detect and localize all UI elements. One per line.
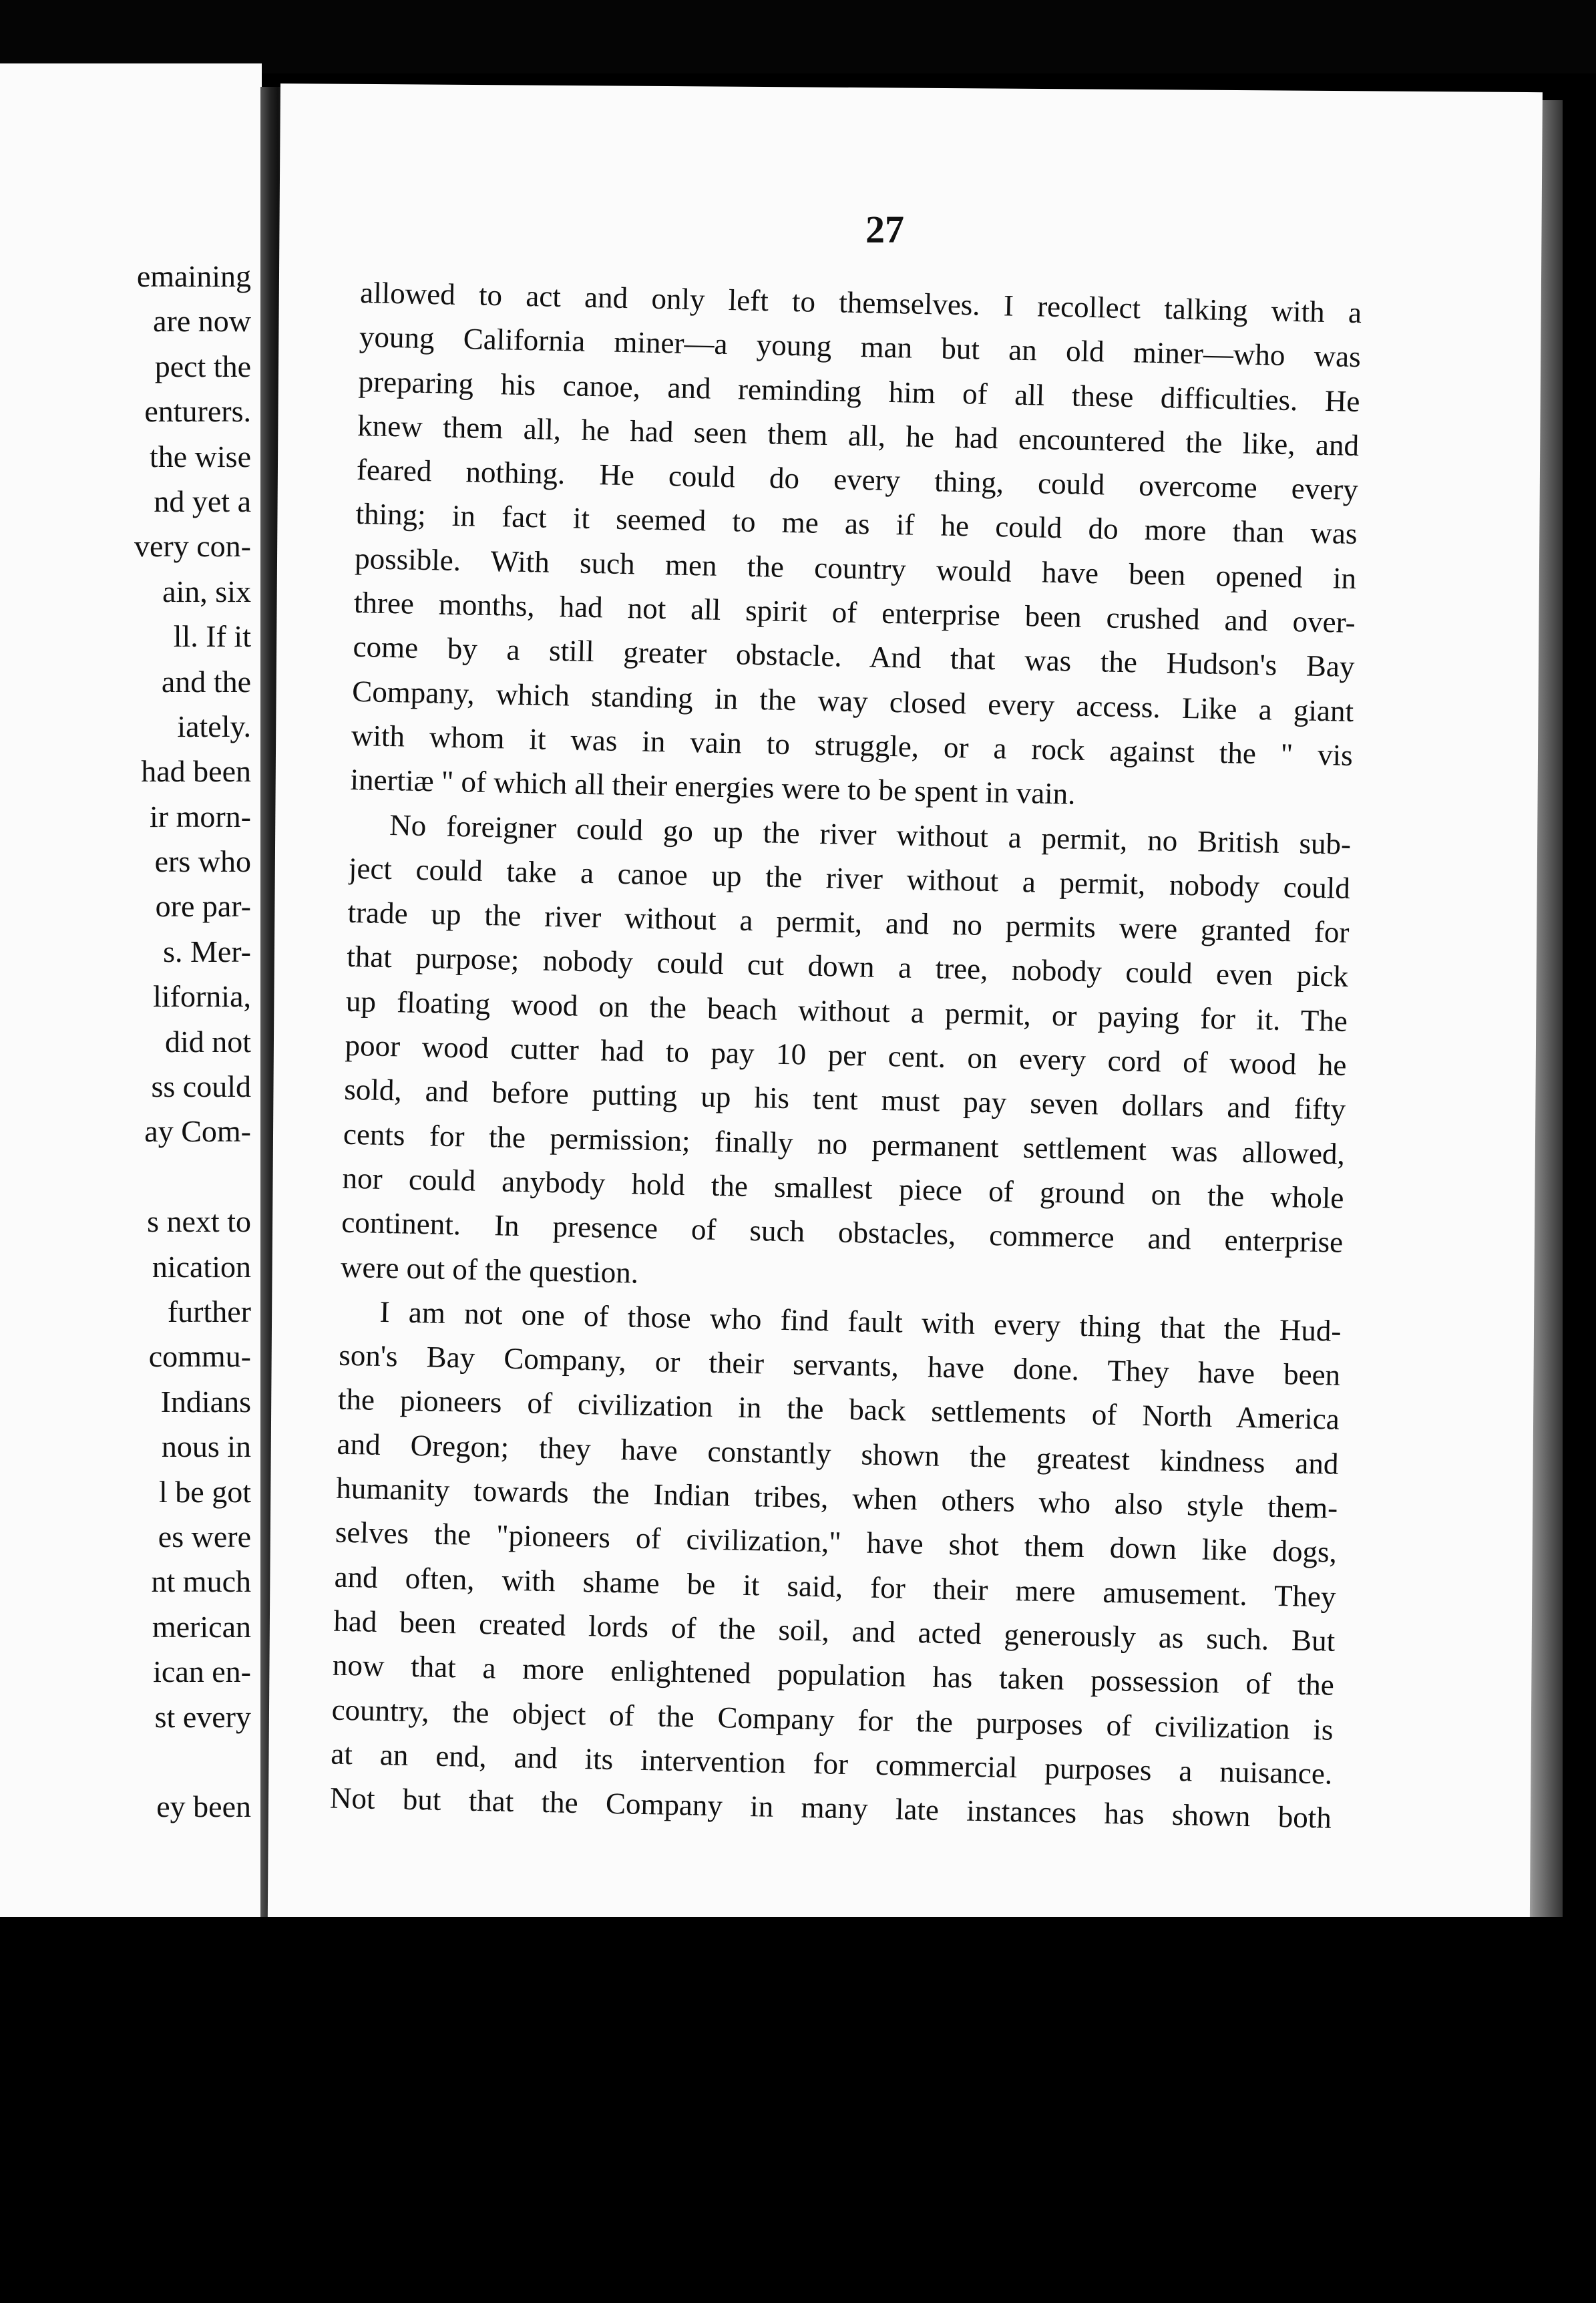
text-line: possible. With such men the country would have been opened in [354,541,1357,595]
text-line: I am not one of those who find fault with every thing that the Hud- [379,1294,1342,1348]
text-line: trade up the river without a permit, and no permits were granted for [347,895,1350,950]
left-page-line: st every [154,1699,251,1734]
text-line: ject could take a canoe up the river without a permit, nobody could [348,851,1351,905]
left-page-line: nous in [161,1429,251,1464]
text-line: had been created lords of the soil, and acted generously as such. But [333,1604,1336,1658]
text-line: young California miner—a young man but an old miner—who was [359,320,1362,374]
left-page-line: Indians [160,1384,251,1419]
text-line: nor could anybody hold the smallest piece of ground on the whole [342,1161,1344,1215]
left-page-line: ican en- [153,1654,251,1689]
left-page-line: further [167,1294,251,1328]
left-page-line: es were [158,1519,251,1554]
left-page-line: pect the [154,349,251,383]
left-page-line: iately. [177,709,251,743]
left-page-line [134,1154,251,1199]
left-page-line: very con- [134,529,251,564]
left-page-text [134,254,251,1829]
text-line: sold, and before putting up his tent must pay seven dollars and fifty [343,1073,1346,1127]
text-line: selves the "pioneers of civilization," have shot them down like dogs, [335,1515,1338,1570]
left-page-line: are now [153,304,251,339]
left-page-line: commu- [148,1339,251,1374]
text-line: that purpose; nobody could cut down a tree, nobody could even pick [346,940,1349,994]
text-line: country, the object of the Company for the purposes of civilization is [331,1693,1334,1747]
text-line: preparing his canoe, and reminding him of all these difficulties. He [358,364,1360,418]
text-line: up floating wood on the beach without a permit, or paying for it. The [345,984,1348,1038]
left-page-line: ain, six [162,574,251,608]
body-text [329,271,1362,1840]
left-page-line: ey been [156,1789,251,1824]
left-page-line: did not [164,1024,251,1059]
text-line: Not but that the Company in many late instances has shown both [329,1781,1332,1835]
text-line: at an end, and its intervention for commercial purposes a nuisance. [330,1737,1333,1791]
page-number: 27 [865,208,904,251]
text-line: No foreigner could go up the river without a permit, no British sub- [389,808,1352,861]
text-line: Company, which standing in the way closed every access. Like a giant [351,674,1354,728]
paragraph-1 [350,271,1362,822]
left-page-line: ll. If it [173,619,251,654]
text-line: the pioneers of civilization in the back settlements of North America [337,1383,1340,1437]
left-page-line: and the [161,664,251,699]
left-page-line: merican [152,1609,251,1644]
left-page-line: ss could [151,1069,251,1104]
text-line: with whom it was in vain to struggle, or a rock against the " vis [351,718,1354,772]
text-line: continent. In presence of such obstacles, commerce and enterprise [341,1205,1344,1260]
text-line: inertiæ " of which all their energies were to be spent in vain. [350,763,1076,811]
left-page-line: l be got [159,1474,251,1509]
text-line: now that a more enlightened population has taken possession of the [332,1648,1335,1702]
left-page-line: ay Com- [144,1114,251,1149]
text-line: poor wood cutter had to pay 10 per cent. on every cord of wood he [345,1028,1347,1082]
text-line: and Oregon; they have constantly shown the greatest kindness and [337,1427,1339,1481]
paragraph-2 [340,802,1351,1308]
text-line: feared nothing. He could do every thing, could overcome every [356,453,1359,507]
left-page-line: ore par- [155,889,251,924]
text-line: and often, with shame be it said, for their mere amusement. They [334,1560,1336,1614]
scan-bottom-border [0,1917,1596,2303]
text-line: knew them all, he had seen them all, he had encountered the like, and [357,408,1360,462]
left-page-line: had been [141,754,251,789]
text-line: three months, had not all spirit of enterprise been crushed and over- [353,585,1356,640]
left-page-line: nd yet a [154,484,251,518]
text-line: humanity towards the Indian tribes, when others who also style them- [335,1471,1338,1525]
text-line: allowed to act and only left to themselves. I recollect talking with a [359,275,1362,330]
left-page-line: nication [152,1249,251,1284]
left-page-line: the wise [149,439,251,474]
left-page-line [134,1739,251,1784]
left-page [0,63,262,1920]
left-page-line: ir morn- [149,799,251,834]
left-page-line: enturers. [144,394,251,429]
left-page-line: emaining [136,259,251,293]
text-line: cents for the permission; finally no permanent settlement was allowed, [343,1117,1346,1171]
left-page-line: ers who [154,844,251,879]
text-line: were out of the question. [340,1250,639,1290]
left-page-line: nt much [151,1564,251,1599]
text-line: thing; in fact it seemed to me as if he could do more than was [355,497,1358,551]
text-line: come by a still greater obstacle. And that was the Hudson's Bay [353,630,1355,684]
scan-top-border [0,0,1596,73]
left-page-line: s. Mer- [163,934,251,968]
left-page-line: lifornia, [153,979,251,1014]
text-line: son's Bay Company, or their servants, have done. They have been [338,1338,1341,1392]
left-page-line: s next to [147,1204,251,1239]
paragraph-3 [329,1289,1342,1841]
